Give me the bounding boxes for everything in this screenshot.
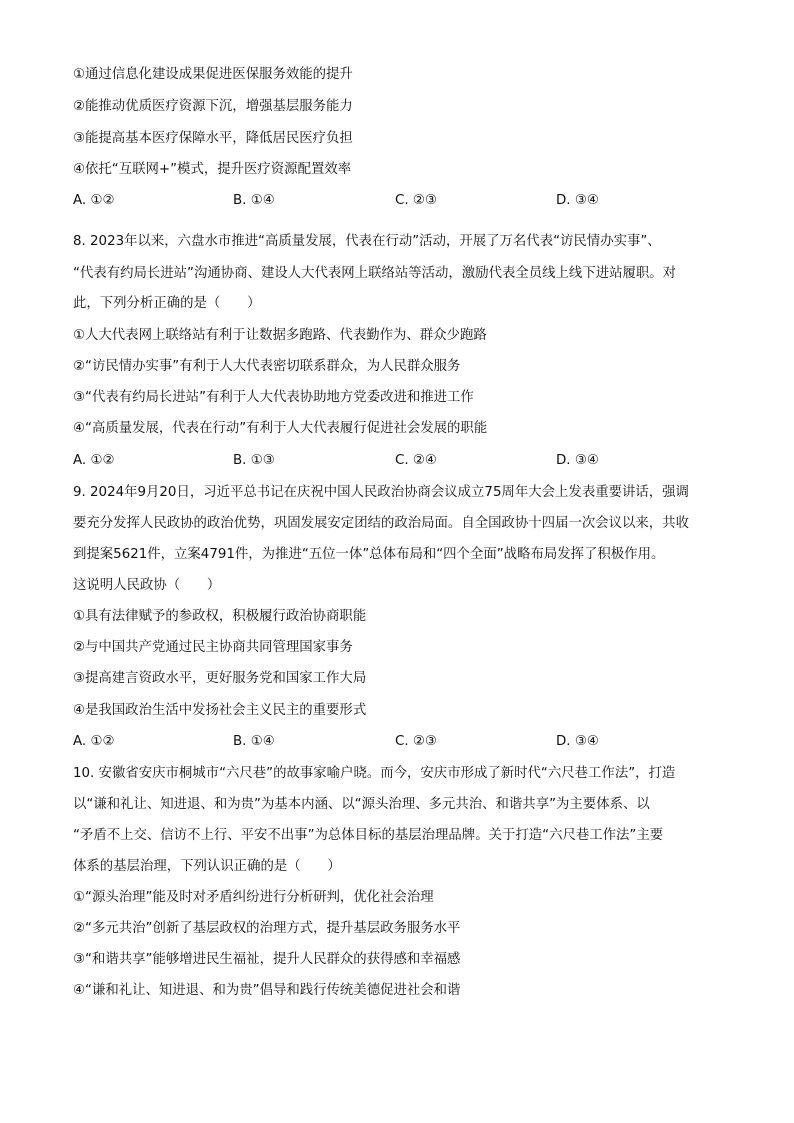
q9-stem-line-4: 这说明人民政协（ ）: [73, 578, 221, 593]
q9-option-a: A. ①②: [73, 734, 115, 749]
q8-option-b: B. ①③: [233, 453, 275, 468]
q10-item-4: ④“谦和礼让、知进退、和为贵”倡导和践行传统美德促进社会和谐: [73, 983, 461, 998]
q8-option-a: A. ①②: [73, 453, 115, 468]
q10-item-1: ①“源头治理”能及时对矛盾纠纷进行分析研判，优化社会治理: [73, 890, 434, 905]
q9-option-c: C. ②③: [395, 734, 437, 749]
q8-stem-line-1: 8. 2023年以来，六盘水市推进“高质量发展，代表在行动”活动，开展了万名代表“访民情办实事”、: [73, 234, 661, 249]
q7-option-a: A. ①②: [73, 193, 115, 208]
q8-stem-line-2: “代表有约局长进站”沟通协商、建设人大代表网上联络站等活动，激励代表全员线上线下进站履职。对: [73, 266, 677, 281]
q10-stem-line-1: 10. 安徽省安庆市桐城市“六尺巷”的故事家喻户晓。而今，安庆市形成了新时代“六尺巷工作法”，打造: [73, 766, 676, 781]
q9-stem-line-1: 9. 2024年9月20日，习近平总书记在庆祝中国人民政治协商会议成立75周年大会上发表重要讲话，强调: [73, 485, 689, 500]
q7-item-3: ③能提高基本医疗保障水平，降低居民医疗负担: [73, 131, 353, 146]
q7-item-4: ④依托“互联网+”模式，提升医疗资源配置效率: [73, 162, 352, 177]
q8-item-3: ③“代表有约局长进站”有利于人大代表协助地方党委改进和推进工作: [73, 390, 474, 405]
q7-item-1: ①通过信息化建设成果促进医保服务效能的提升: [73, 67, 353, 82]
q7-item-2: ②能推动优质医疗资源下沉，增强基层服务能力: [73, 99, 353, 114]
q7-option-c: C. ②③: [395, 193, 437, 208]
q8-item-1: ①人大代表网上联络站有利于让数据多跑路、代表勤作为、群众少跑路: [73, 328, 487, 343]
q9-option-d: D. ③④: [556, 734, 599, 749]
q8-item-2: ②“访民情办实事”有利于人大代表密切联系群众，为人民群众服务: [73, 359, 461, 374]
q9-options: [73, 733, 733, 751]
q9-item-1: ①具有法律赋予的参政权，积极履行政治协商职能: [73, 609, 367, 624]
q8-option-c: C. ②④: [395, 453, 437, 468]
q10-item-2: ②“多元共治”创新了基层政权的治理方式，提升基层政务服务水平: [73, 921, 461, 936]
q7-options: [73, 192, 733, 210]
q10-stem-line-4: 体系的基层治理，下列认识正确的是（ ）: [73, 859, 341, 874]
q9-item-3: ③提高建言资政水平，更好服务党和国家工作大局: [73, 671, 367, 686]
q9-stem-line-3: 到提案5621件，立案4791件，为推进“五位一体”总体布局和“四个全面”战略布局发挥了积极作用。: [73, 547, 665, 562]
q10-stem-line-2: 以“谦和礼让、知进退、和为贵”为基本内涵、以“源头治理、多元共治、和谐共享”为主要体系、以: [73, 797, 650, 812]
q8-option-d: D. ③④: [556, 453, 599, 468]
q9-item-2: ②与中国共产党通过民主协商共同管理国家事务: [73, 640, 353, 655]
q8-stem-line-3: 此，下列分析正确的是（ ）: [73, 296, 261, 311]
q9-option-b: B. ①④: [233, 734, 275, 749]
q9-item-4: ④是我国政治生活中发扬社会主义民主的重要形式: [73, 703, 367, 718]
q10-item-3: ③“和谐共享”能够增进民生福祉，提升人民群众的获得感和幸福感: [73, 952, 461, 967]
q7-option-d: D. ③④: [556, 193, 599, 208]
q9-stem-line-2: 要充分发挥人民政协的政治优势，巩固发展安定团结的政治局面。自全国政协十四届一次会议以来，共收: [73, 516, 689, 531]
q10-stem-line-3: “矛盾不上交、信访不上行、平安不出事”为总体目标的基层治理品牌。关于打造“六尺巷工作法”主要: [73, 828, 664, 843]
q8-options: [73, 452, 733, 470]
q7-option-b: B. ①④: [233, 193, 275, 208]
q8-item-4: ④“高质量发展，代表在行动”有利于人大代表履行促进社会发展的职能: [73, 421, 488, 436]
